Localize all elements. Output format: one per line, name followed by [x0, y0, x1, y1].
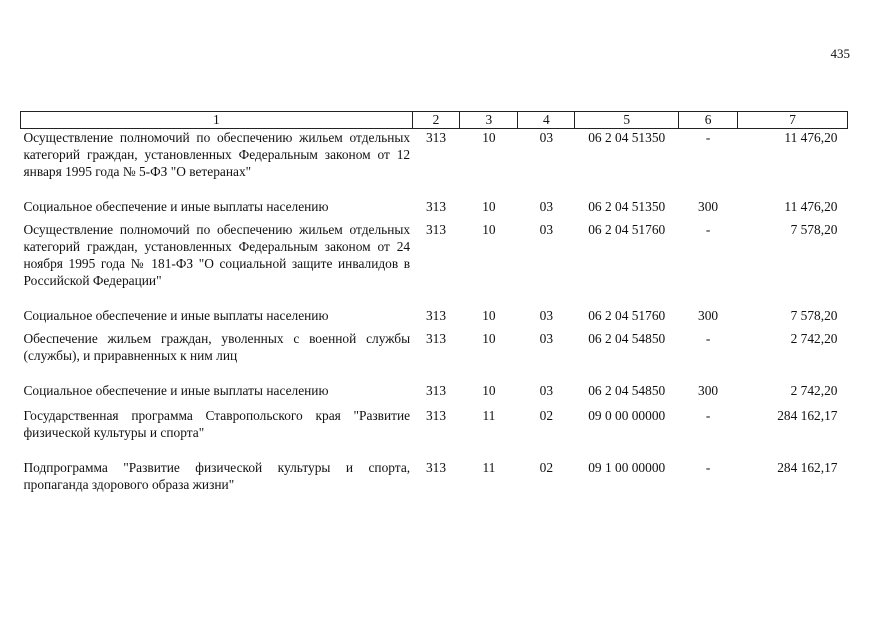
- row-amount: 2 742,20: [790, 383, 838, 398]
- row-csr: 06 2 04 51760: [588, 222, 666, 237]
- row-vr: -: [705, 331, 711, 346]
- table-row: [21, 307, 848, 324]
- row-vr: -: [705, 222, 711, 237]
- row-pr: 02: [539, 408, 554, 423]
- table-row: [21, 407, 848, 441]
- row-description: Социальное обеспечение и иные выплаты населению: [23, 199, 329, 214]
- row-ved: 313: [425, 222, 447, 237]
- column-header-5: 5: [575, 112, 679, 129]
- table-row: [21, 221, 848, 289]
- row-ved: 313: [425, 308, 447, 323]
- row-pr: 03: [539, 199, 554, 214]
- table-row: [21, 330, 848, 364]
- row-ved: 313: [425, 331, 447, 346]
- row-amount: 284 162,17: [777, 460, 838, 475]
- row-csr: 06 2 04 54850: [588, 383, 666, 398]
- table-row: [21, 198, 848, 215]
- row-vr: -: [705, 408, 711, 423]
- row-pr: 03: [539, 308, 554, 323]
- row-csr: 06 2 04 54850: [588, 331, 666, 346]
- row-amount: 7 578,20: [790, 308, 838, 323]
- column-header-4: 4: [518, 112, 575, 129]
- row-vr: 300: [698, 383, 719, 398]
- row-amount: 11 476,20: [784, 130, 838, 145]
- row-csr: 06 2 04 51350: [588, 199, 666, 214]
- row-amount: 2 742,20: [790, 331, 838, 346]
- column-header-7: 7: [738, 112, 848, 129]
- row-rz: 10: [482, 130, 496, 145]
- row-description: Обеспечение жильем граждан, уволенных с военной службы (службы), и приравненных к ним лиц: [23, 331, 411, 363]
- row-ved: 313: [425, 130, 447, 145]
- row-rz: 11: [482, 408, 496, 423]
- table-row: [21, 129, 848, 181]
- row-description: Государственная программа Ставропольского края "Развитие физической культуры и спорта": [23, 408, 411, 440]
- row-rz: 10: [482, 331, 496, 346]
- page-number: 435: [830, 46, 850, 61]
- table-row: [21, 382, 848, 399]
- row-pr: 02: [539, 460, 554, 475]
- budget-table: [20, 111, 848, 493]
- row-csr: 09 1 00 00000: [588, 460, 666, 475]
- row-description: Социальное обеспечение и иные выплаты населению: [23, 383, 329, 398]
- row-rz: 11: [482, 460, 496, 475]
- column-header-6: 6: [679, 112, 738, 129]
- row-rz: 10: [482, 308, 496, 323]
- row-csr: 06 2 04 51350: [588, 130, 666, 145]
- row-rz: 10: [482, 199, 496, 214]
- row-rz: 10: [482, 383, 496, 398]
- row-csr: 06 2 04 51760: [588, 308, 666, 323]
- row-amount: 11 476,20: [784, 199, 838, 214]
- row-csr: 09 0 00 00000: [588, 408, 666, 423]
- row-description: Социальное обеспечение и иные выплаты населению: [23, 308, 329, 323]
- row-ved: 313: [425, 460, 447, 475]
- row-ved: 313: [425, 408, 447, 423]
- row-vr: -: [705, 460, 711, 475]
- row-vr: -: [705, 130, 711, 145]
- header-row: [21, 112, 848, 129]
- row-description: Осуществление полномочий по обеспечению жильем отдельных категорий граждан, установленных Федеральным законом от 24 ноября 1995 года № 181-ФЗ "О социальной защите инвалидов в Российской Федерации": [23, 222, 411, 288]
- row-amount: 7 578,20: [790, 222, 838, 237]
- row-amount: 284 162,17: [777, 408, 838, 423]
- row-vr: 300: [698, 199, 719, 214]
- row-description: Подпрограмма "Развитие физической культуры и спорта, пропаганда здорового образа жизни": [23, 460, 411, 492]
- row-pr: 03: [539, 222, 554, 237]
- row-rz: 10: [482, 222, 496, 237]
- row-pr: 03: [539, 130, 554, 145]
- column-header-1: 1: [21, 112, 413, 129]
- column-header-2: 2: [412, 112, 460, 129]
- column-header-3: 3: [460, 112, 518, 129]
- row-ved: 313: [425, 199, 447, 214]
- table-row: [21, 459, 848, 493]
- row-ved: 313: [425, 383, 447, 398]
- row-description: Осуществление полномочий по обеспечению жильем отдельных категорий граждан, установленных Федеральным законом от 12 января 1995 года № 5-ФЗ "О ветеранах": [23, 130, 411, 179]
- row-vr: 300: [698, 308, 719, 323]
- row-pr: 03: [539, 383, 554, 398]
- row-pr: 03: [539, 331, 554, 346]
